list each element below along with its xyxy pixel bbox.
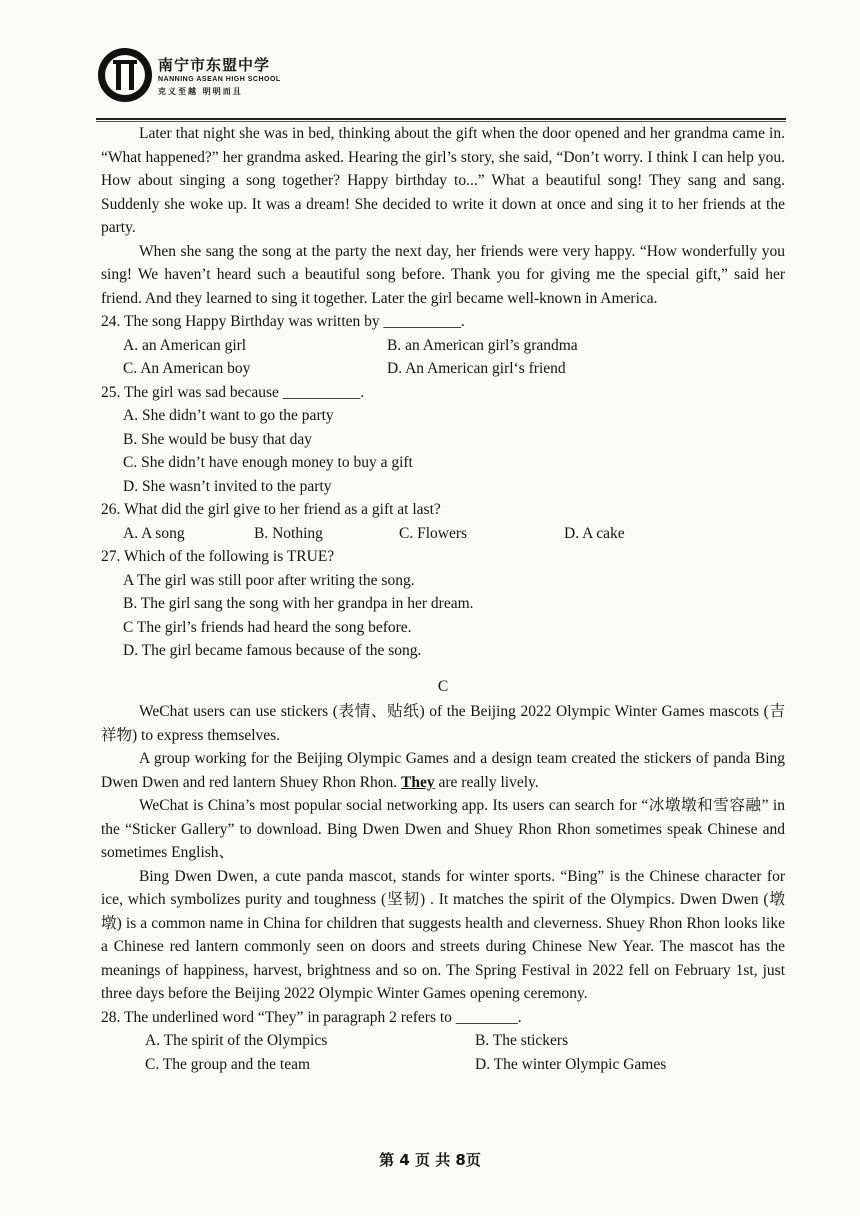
- question-24-option-c[interactable]: C. An American boy: [123, 360, 251, 377]
- question-28-option-d[interactable]: D. The winter Olympic Games: [475, 1055, 667, 1073]
- school-header: [96, 46, 296, 118]
- question-25-option-a[interactable]: A. She didn’t want to go the party: [123, 407, 334, 424]
- question-28-option-c[interactable]: C. The group and the team: [145, 1055, 311, 1073]
- question-27-option-c[interactable]: C The girl’s friends had heard the song before.: [123, 618, 412, 636]
- question-24-options-row-1: [101, 334, 785, 358]
- section-c-heading: C: [437, 677, 449, 695]
- question-26-option-a[interactable]: A. A song: [123, 524, 185, 542]
- question-24-option-b[interactable]: B. an American girl’s grandma: [387, 336, 578, 354]
- question-27-option-d[interactable]: D. The girl became famous because of the song.: [123, 642, 422, 659]
- question-28-stem: 28. The underlined word “They” in paragraph 2 refers to ________.: [101, 1008, 522, 1026]
- question-25-option-d[interactable]: D. She wasn’t invited to the party: [123, 477, 332, 495]
- underlined-word-they: They: [401, 773, 435, 791]
- passage-c-paragraph-2: [101, 747, 785, 794]
- question-25-option-b[interactable]: B. She would be busy that day: [123, 430, 312, 448]
- question-25-stem: 25. The girl was sad because __________.: [101, 383, 365, 401]
- header-rule: [96, 118, 786, 120]
- question-27-stem: 27. Which of the following is TRUE?: [101, 548, 335, 565]
- passage-c-p2-text-b: are really lively.: [434, 773, 539, 791]
- question-28-option-b[interactable]: B. The stickers: [475, 1032, 569, 1049]
- passage-b-paragraph-1: Later that night she was in bed, thinking about the gift when the door opened and her grandma came in. “What happened?” her grandma asked. Hearing the girl’s story, she said, “Don’t worry. I think I can help you. How about singing a song together? Happy birthday to...” What a beautiful song! They sang and sang. Suddenly she woke up. It was a dream! She decided to write it down at once and sing it to her friends at the party.: [101, 125, 785, 236]
- question-26-stem: 26. What did the girl give to her friend as a gift at last?: [101, 501, 441, 518]
- question-24-option-d[interactable]: D. An American girl‘s friend: [387, 360, 566, 377]
- question-24-stem: 24. The song Happy Birthday was written by __________.: [101, 313, 465, 330]
- school-name-cn: 南宁市东盟中学: [158, 56, 271, 74]
- passage-c-paragraph-4: Bing Dwen Dwen, a cute panda mascot, stands for winter sports. “Bing” is the Chinese character for ice, which symbolizes purity and toughness (坚韧) . It matches the spirit of the Olympics. Dwen Dwen (墩墩) is a common name in China for children that suggests health and cleverness. Shuey Rhon Rhon looks like a Chinese red lantern commonly seen on doors and streets during Chinese New Year. The mascot has the meanings of happiness, harvest, brightness and so on. The Spring Festival in 2022 fell on February 1st, just three days before the Beijing 2022 Olympic Winter Games opening ceremony.: [101, 867, 785, 1002]
- question-28-options-row-1: [101, 1029, 785, 1053]
- question-26-option-b[interactable]: B. Nothing: [254, 524, 323, 542]
- question-26-options: [101, 522, 785, 546]
- passage-b-paragraph-2: When she sang the song at the party the next day, her friends were very happy. “How wonderfully you sing! We haven’t heard such a beautiful song before. Thank you for giving me the special gift,” said her friend. And they learned to sing it together. Later the girl became well-known in America.: [101, 242, 785, 307]
- question-26-option-c[interactable]: C. Flowers: [399, 524, 468, 542]
- page-number-footer: 第 4 页 共 8页: [379, 1151, 481, 1169]
- question-25-option-c[interactable]: C. She didn’t have enough money to buy a gift: [123, 454, 413, 471]
- question-27-option-b[interactable]: B. The girl sang the song with her grandpa in her dream.: [123, 595, 474, 612]
- question-27-option-a[interactable]: A The girl was still poor after writing the song.: [123, 571, 415, 589]
- passage-c-paragraph-3: WeChat is China’s most popular social networking app. Its users can search for “冰墩墩和雪容融” in the “Sticker Gallery” to download. Bing Dwen Dwen and Shuey Rhon Rhon sometimes speak Chinese and sometimes English、: [101, 797, 785, 861]
- page-content: [101, 122, 785, 1076]
- question-28-options-row-2: [101, 1053, 785, 1077]
- question-24-options-row-2: [101, 357, 785, 381]
- school-motto: 克义至越 明明而且: [158, 87, 243, 96]
- passage-c-p2-text-a: A group working for the Beijing Olympic Games and a design team created the stickers of panda Bing Dwen Dwen and red lantern Shuey Rhon Rhon.: [101, 750, 785, 791]
- question-26-option-d[interactable]: D. A cake: [564, 524, 625, 542]
- passage-c-paragraph-1: WeChat users can use stickers (表情、贴纸) of the Beijing 2022 Olympic Winter Games mascots (吉祥物) to express themselves.: [101, 703, 785, 744]
- school-logo: [96, 46, 154, 104]
- question-28-option-a[interactable]: A. The spirit of the Olympics: [145, 1032, 328, 1049]
- question-24-option-a[interactable]: A. an American girl: [123, 336, 247, 354]
- school-name-en: NANNING ASEAN HIGH SCHOOL: [158, 76, 281, 83]
